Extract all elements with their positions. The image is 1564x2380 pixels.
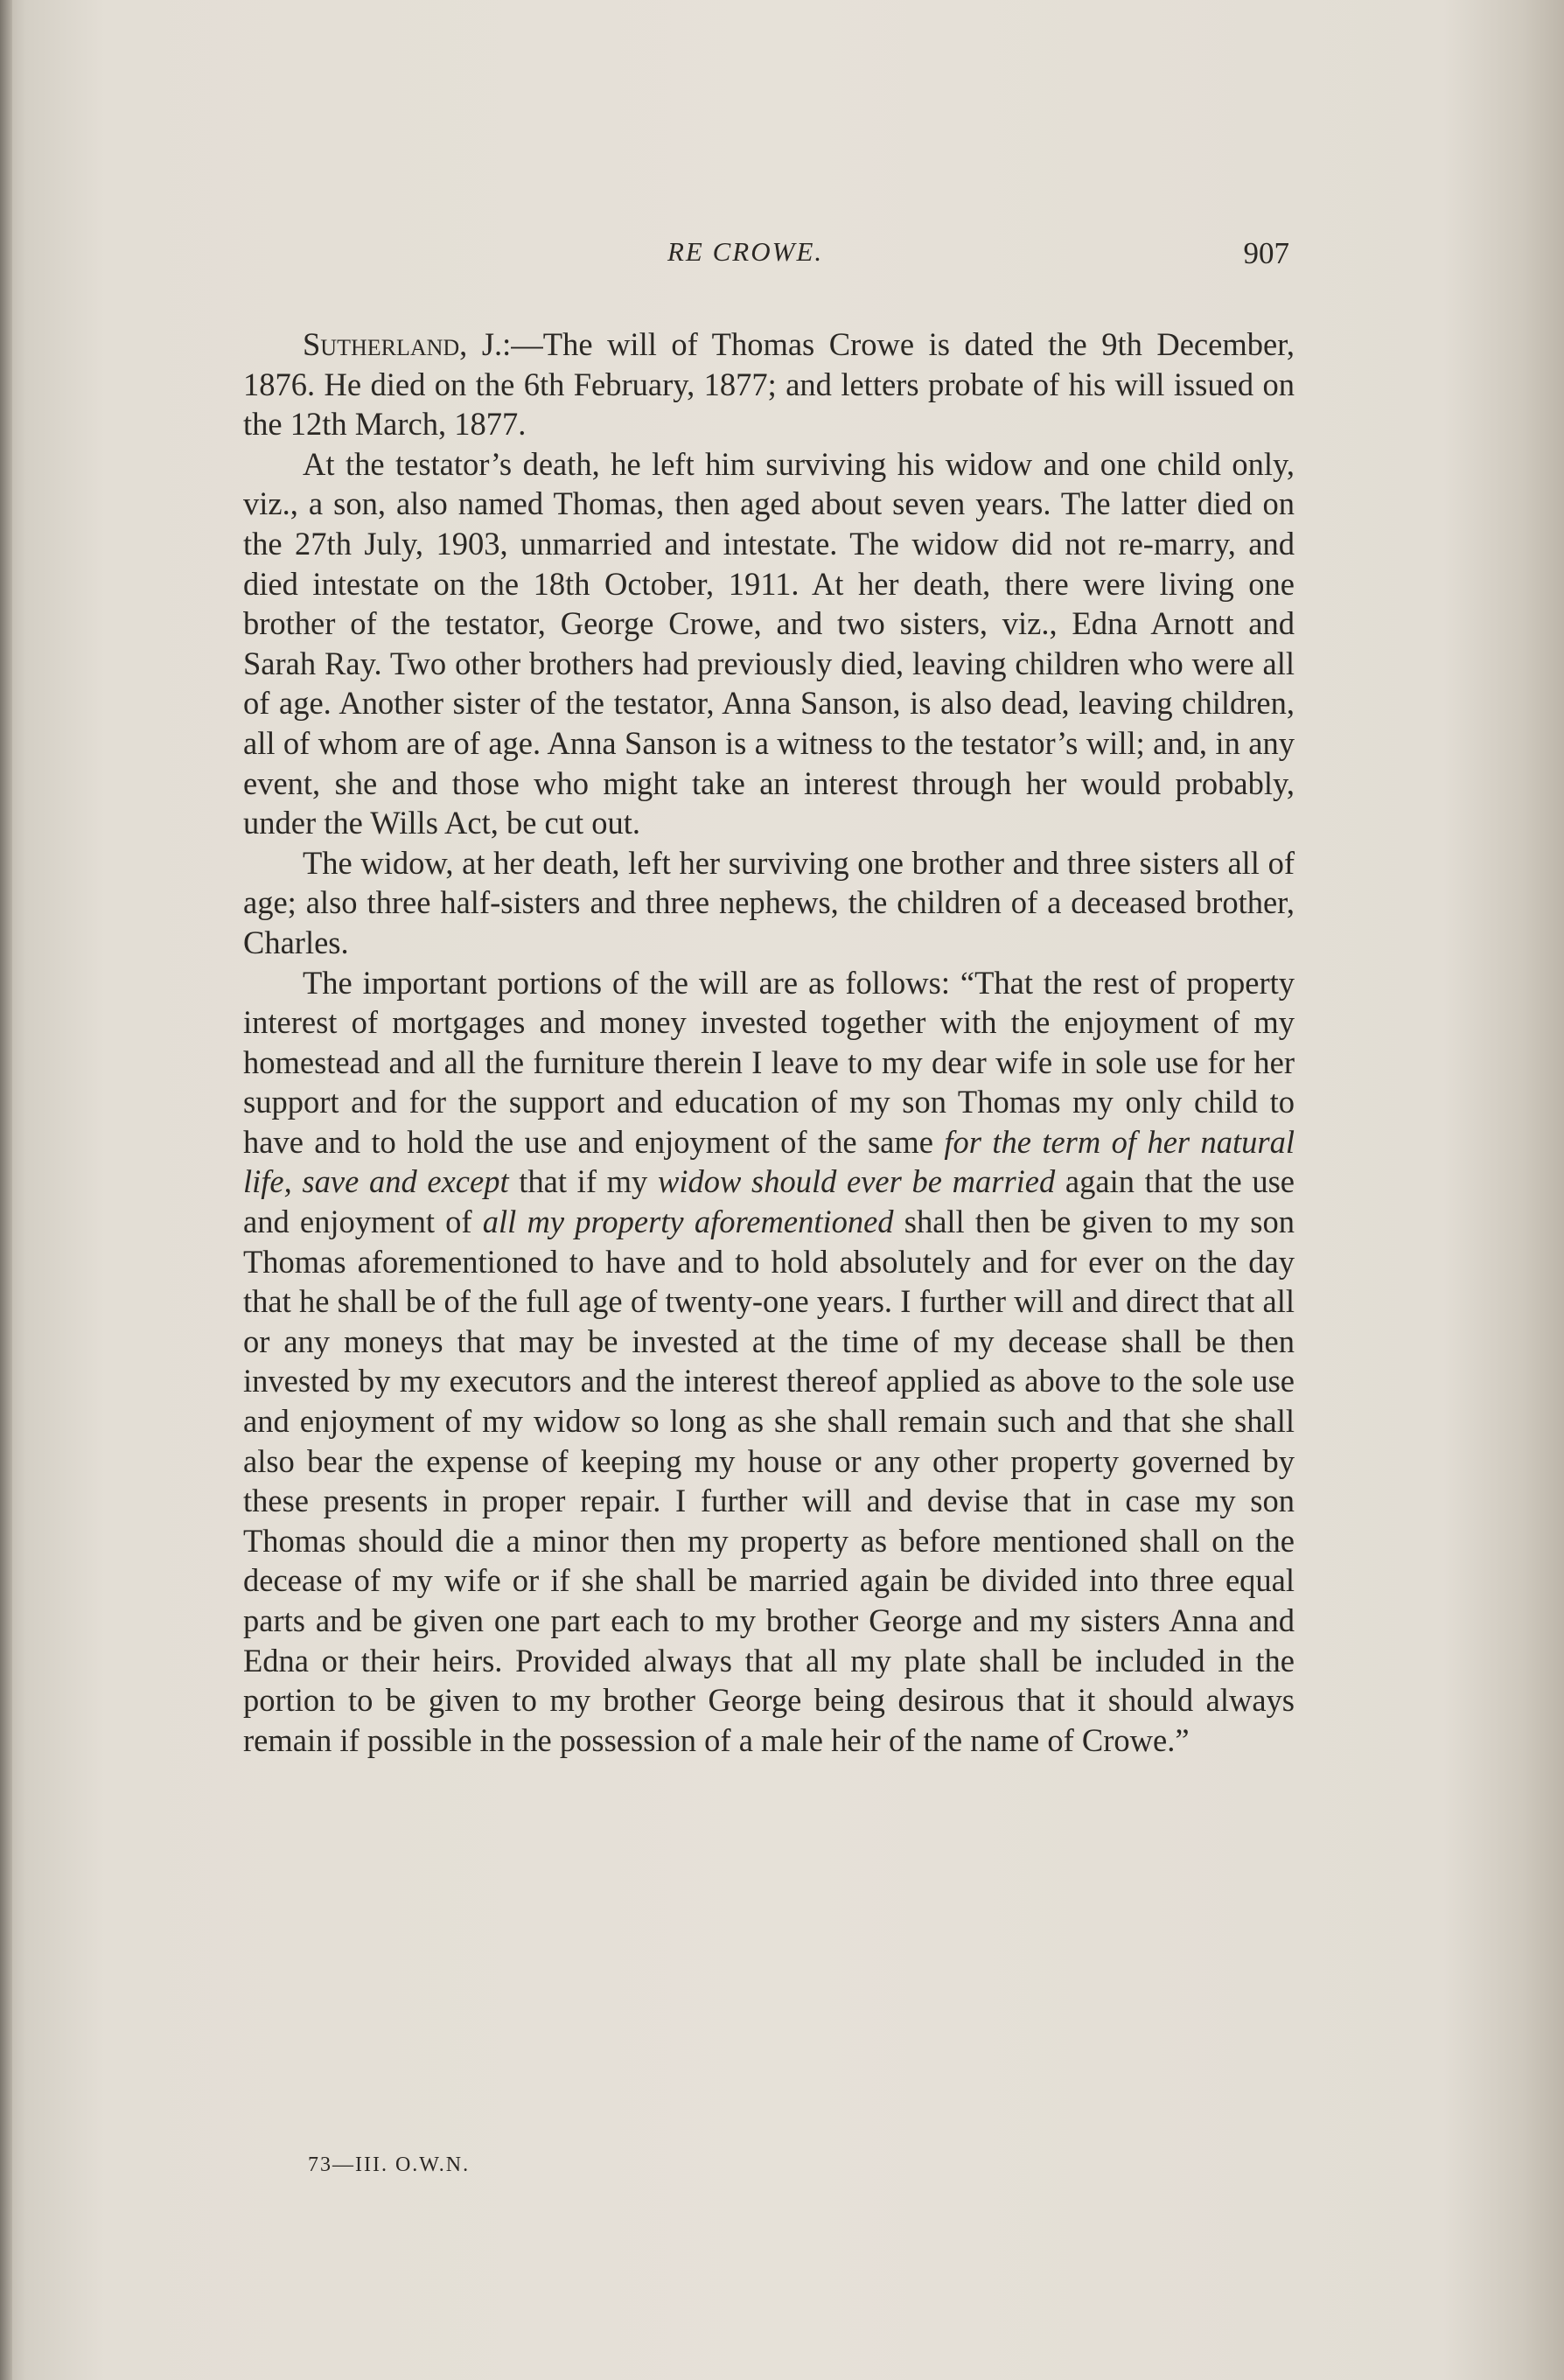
paragraph-1-text: :—The will of Thomas Crowe is dated the 9th December, 1876. He died on the 6th February, 1877; and letters probate of his will issued on the 12th March, 1877. <box>243 326 1295 443</box>
paragraph-3: The widow, at her death, left her surviving one brother and three sisters all of age; also three half-sisters and three nephews, the children of a deceased brother, Charles. <box>243 844 1295 960</box>
paragraph-4 <box>243 963 1295 1761</box>
paragraph-1 <box>243 325 1295 444</box>
body-text <box>243 325 1295 1760</box>
paragraph-2: At the testator’s death, he left him surviving his widow and one child only, viz., a son, also named Thomas, then aged about seven years. The latter died on the 27th July, 1903, unmarried and intestate. The widow did not re-marry, and died intestate on the 18th October, 1911. At her death, there were living one brother of the testator, George Crowe, and two sisters, viz., Edna Arnott and Sarah Ray. Two other brothers had previously died, leaving children who were all of age. Another sister of the testator, Anna Sanson, is also dead, leaving children, all of whom are of age. Anna Sanson is a witness to the testator’s will; and, in any event, she and those who might take an interest through her would probably, under the Wills Act, be cut out. <box>243 445 1295 841</box>
will-italic-2: widow should ever be married <box>657 1163 1056 1200</box>
judge-name: Sutherland, J. <box>303 326 503 362</box>
signature-mark: 73—III. O.W.N. <box>308 2153 471 2176</box>
will-italic-1: for the term of her natural life, save and except <box>243 1123 1295 1200</box>
will-text-part-4: shall then be given to my son Thomas aforementioned to have and to hold absolutely and for ever on the day that he shall be of the full age of twenty-one years. I further will and direct that all or any moneys that may be invested at the time of my decease shall be then invested by my executors and the interest thereof applied as above to the sole use and enjoyment of my widow so long as she shall remain such and that she shall also bear the expense of keeping my house or any other property governed by these presents in proper repair. I further will and devise that in case my son Thomas should die a minor then my property as before mentioned shall on the decease of my wife or if she shall be married again be divided into three equal parts and be given one part each to my brother George and my sisters Anna and Edna or their heirs. Provided always that all my plate shall be included in the portion to be given to my brother George being desirous that it should always remain if possible in the possession of a male heir of the name of Crowe.” <box>243 1204 1295 1758</box>
page-number: 907 <box>1243 236 1289 270</box>
running-head <box>243 236 1289 280</box>
binding-edge <box>0 0 12 2380</box>
will-text-part-2: that if my <box>508 1163 658 1200</box>
will-italic-3: all my property aforementioned <box>482 1204 894 1240</box>
will-text-part-1: The important portions of the will are as follows: “That the rest of property interest of mortgages and money invested together with the enjoyment of my homestead and all the furniture therein I leave to my dear wife in sole use for her support and for the support and education of my son Thomas my only child to have and to hold the use and enjoyment of the same <box>243 964 1295 1160</box>
running-title: RE CROWE. <box>667 236 824 267</box>
will-text-part-3: again that the use and enjoyment of <box>243 1163 1295 1240</box>
